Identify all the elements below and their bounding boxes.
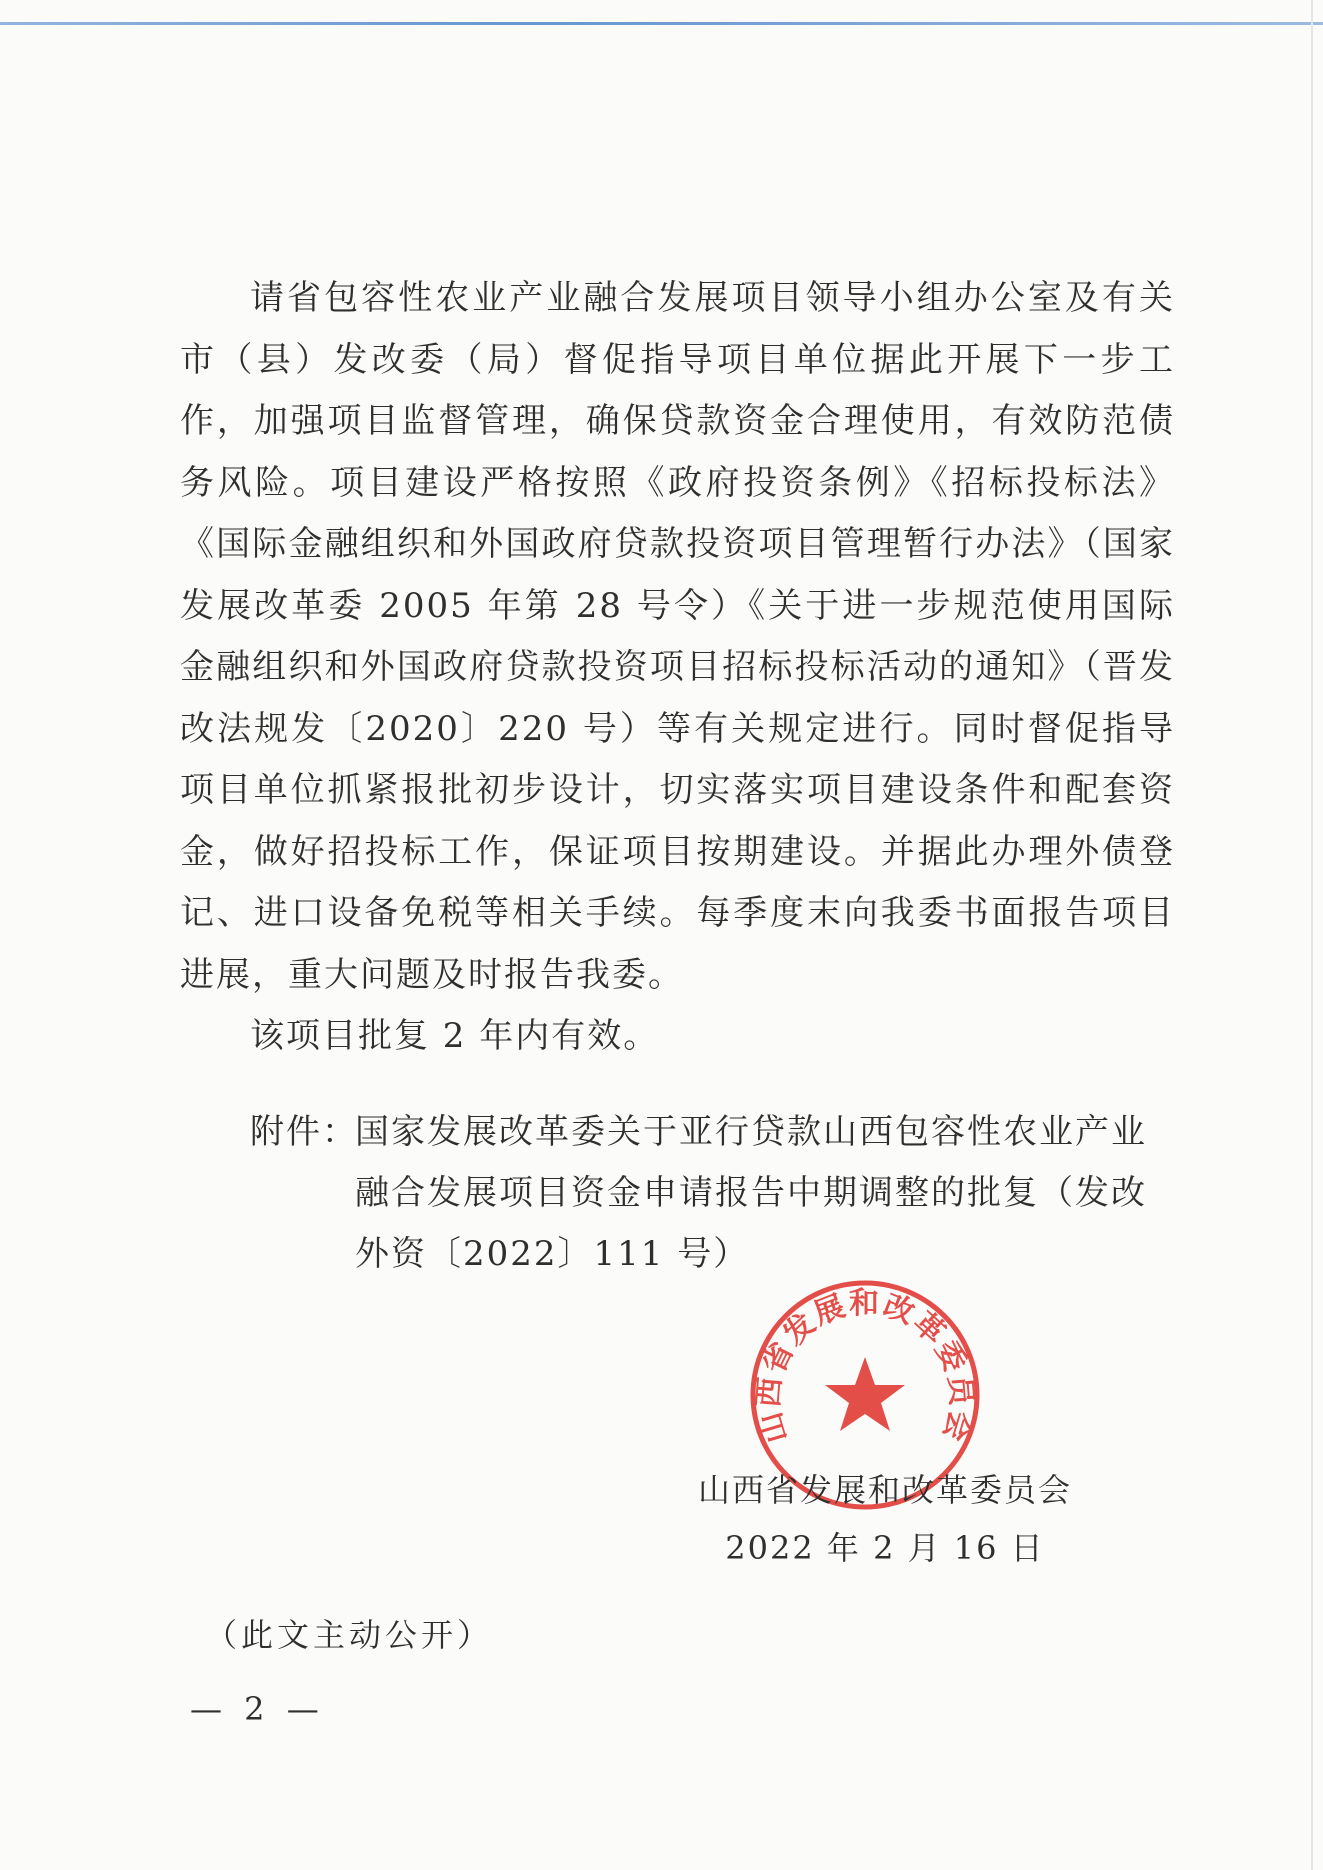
attachment-label: 附件： xyxy=(250,1112,358,1152)
signature-organization: 山西省发展和改革委员会 xyxy=(697,1471,1072,1509)
attachment-text: 国家发展改革委关于亚行贷款山西包容性农业产业融合发展项目资金申请报告中期调整的批复（发改外资〔2022〕111 号） xyxy=(355,1112,1147,1274)
body-paragraph-1: 请省包容性农业产业融合发展项目领导小组办公室及有关市（县）发改委（局）督促指导项目单位据此开展下一步工作，加强项目监督管理，确保贷款资金合理使用，有效防范债务风险。项目建设严格按照《政府投资条例》《招标投标法》《国际金融组织和外国政府贷款投资项目管理暂行办法》（国家发展改革委 2005 年第 28 号令）《关于进一步规范使用国际金融组织和外国政府贷款投资项目招标投标活动的通知》（晋发改法规发〔2020〕220 号）等有关规定进行。同时督促指导项目单位抓紧报批初步设计，切实落实项目建设条件和配套资金，做好招投标工作，保证项目按期建设。并据此办理外债登记、进口设备免税等相关手续。每季度末向我委书面报告项目进展，重大问题及时报告我委。 xyxy=(180,278,1175,995)
signature-block xyxy=(660,1465,1110,1575)
disclosure-note: （此文主动公开） xyxy=(205,1616,494,1654)
body-text xyxy=(180,268,1175,1068)
page-number: — 2 — xyxy=(190,1690,325,1728)
signature-date: 2022 年 2 月 16 日 xyxy=(725,1529,1045,1567)
svg-text:山西省发展和改革委员会: 山西省发展和改革委员会 xyxy=(751,1286,979,1447)
page-edge xyxy=(1311,0,1313,1870)
header-rule xyxy=(0,22,1323,25)
body-paragraph-2: 该项目批复 2 年内有效。 xyxy=(250,1016,660,1056)
